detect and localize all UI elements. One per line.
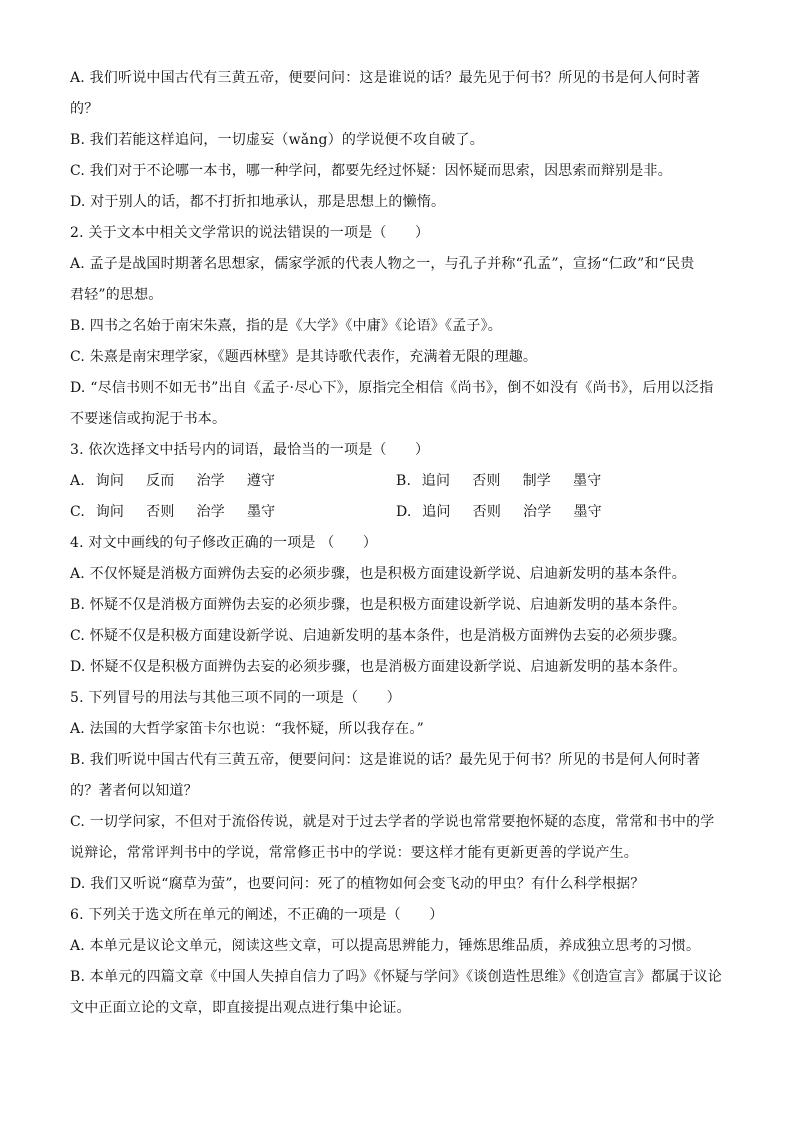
q4-stem: 4. 对文中画线的句子修改正确的一项是 （ ） — [70, 535, 378, 551]
q5-stem: 5. 下列冒号的用法与其他三项不同的一项是（ ） — [70, 690, 401, 706]
q3-option-b-word: 墨守 — [573, 473, 602, 489]
q3-option-b-word: 制学 — [522, 473, 552, 489]
q3-option-a-word: 询问 — [95, 473, 125, 489]
q1-option-c: C. 我们对于不论哪一本书，哪一种学问，都要先经过怀疑：因怀疑而思索，因思索而辩别是非。 — [70, 163, 672, 179]
q3-option-c-label: C. — [70, 504, 86, 520]
q3-options-row1 — [70, 466, 726, 497]
q5-option-b-line1: B. 我们听说中国古代有三黄五帝，便要问问：这是谁说的话？最先见于何书？所见的书是何人何时著 — [70, 752, 701, 768]
q3-option-d-word: 治学 — [523, 504, 552, 520]
q3-option-c — [70, 497, 297, 528]
q6-option-b-line1: B. 本单元的四篇文章《中国人失掉自信力了吗》《怀疑与学问》《谈创造性思维》《创造宣言》都属于议论 — [70, 969, 722, 985]
q5-option-d: D. 我们又听说“腐草为萤”，也要问问：死了的植物如何会变飞动的甲虫？有什么科学根据？ — [70, 876, 645, 892]
q1-option-d: D. 对于别人的话，都不打折扣地承认，那是思想上的懒惰。 — [70, 194, 446, 210]
q3-option-d-word: 追问 — [422, 504, 451, 520]
q5-option-c-line1: C. 一切学问家，不但对于流俗传说，就是对于过去学者的学说也常常要抱怀疑的态度，常常和书中的学 — [70, 814, 715, 830]
q3-option-a — [70, 466, 297, 497]
q3-stem: 3. 依次选择文中括号内的词语，最恰当的一项是（ ） — [70, 442, 430, 458]
q6-option-b-line2: 文中正面立论的文章，即直接提出观点进行集中论证。 — [70, 1000, 411, 1016]
q6-option-a: A. 本单元是议论文单元，阅读这些文章，可以提高思辨能力，锤炼思维品质，养成独立思考的习惯。 — [70, 938, 701, 954]
q3-option-c-word: 墨守 — [246, 504, 276, 520]
q1-option-a-line2: 的？ — [70, 101, 99, 117]
q2-option-a-line1: A. 孟子是战国时期著名思想家，儒家学派的代表人物之一，与孔子并称“孔孟”，宣扬“仁政”和“民贵 — [70, 256, 695, 272]
q3-option-d-label: D. — [396, 504, 412, 520]
q5-option-a: A. 法国的大哲学家笛卡尔也说：“我怀疑，所以我存在。” — [70, 721, 424, 737]
q4-option-d: D. 怀疑不仅是积极方面辨伪去妄的必须步骤，也是消极方面建设新学说、启迪新发明的基本条件。 — [70, 659, 687, 675]
q2-option-a-line2: 君轻”的思想。 — [70, 287, 163, 303]
q3-option-b-label: B. — [396, 473, 412, 489]
document-page — [70, 63, 726, 1024]
q3-option-b-word: 否则 — [472, 473, 501, 489]
q3-option-a-word: 遵守 — [246, 473, 276, 489]
q3-option-c-word: 否则 — [146, 504, 175, 520]
q2-option-d-line1: D. “尽信书则不如无书”出自《孟子·尽心下》，原指完全相信《尚书》，倒不如没有《尚书》，后用以泛指 — [70, 380, 714, 396]
q3-option-d — [396, 497, 624, 528]
q1-option-a-line1: A. 我们听说中国古代有三黄五帝，便要问问：这是谁说的话？最先见于何书？所见的书是何人何时著 — [70, 70, 701, 86]
q2-option-d-line2: 不要迷信或拘泥于书本。 — [70, 411, 227, 427]
q3-option-c-word: 询问 — [95, 504, 125, 520]
q3-options-row2 — [70, 497, 726, 528]
q3-option-d-word: 否则 — [472, 504, 502, 520]
q2-option-c: C. 朱熹是南宋理学家，《题西林壁》是其诗歌代表作，充满着无限的理趣。 — [70, 349, 538, 365]
q2-option-b: B. 四书之名始于南宋朱熹，指的是《大学》《中庸》《论语》《孟子》。 — [70, 318, 502, 334]
q3-option-a-word: 治学 — [196, 473, 225, 489]
q3-option-c-word: 治学 — [196, 504, 225, 520]
q6-stem: 6. 下列关于选文所在单元的阐述，不正确的一项是（ ） — [70, 907, 444, 923]
q3-option-d-word: 墨守 — [573, 504, 602, 520]
q3-option-b-word: 追问 — [421, 473, 451, 489]
q3-option-a-word: 反而 — [146, 473, 175, 489]
q4-option-c: C. 怀疑不仅是积极方面建设新学说、启迪新发明的基本条件，也是消极方面辨伪去妄的必须步骤。 — [70, 628, 687, 644]
q2-stem: 2. 关于文本中相关文学常识的说法错误的一项是（ ） — [70, 225, 430, 241]
q1-option-b: B. 我们若能这样追问，一切虚妄（wǎng）的学说便不攻自破了。 — [70, 132, 484, 148]
q3-option-b — [396, 466, 623, 497]
q5-option-b-line2: 的？著者何以知道？ — [70, 783, 198, 799]
q5-option-c-line2: 说辩论，常常评判书中的学说，常常修正书中的学说：要这样才能有更新更善的学说产生。 — [70, 845, 638, 861]
q3-option-a-label: A. — [70, 473, 85, 489]
q4-option-a: A. 不仅怀疑是消极方面辨伪去妄的必须步骤，也是积极方面建设新学说、启迪新发明的基本条件。 — [70, 566, 687, 582]
q4-option-b: B. 怀疑不仅是消极方面辨伪去妄的必须步骤，也是积极方面建设新学说、启迪新发明的基本条件。 — [70, 597, 687, 613]
